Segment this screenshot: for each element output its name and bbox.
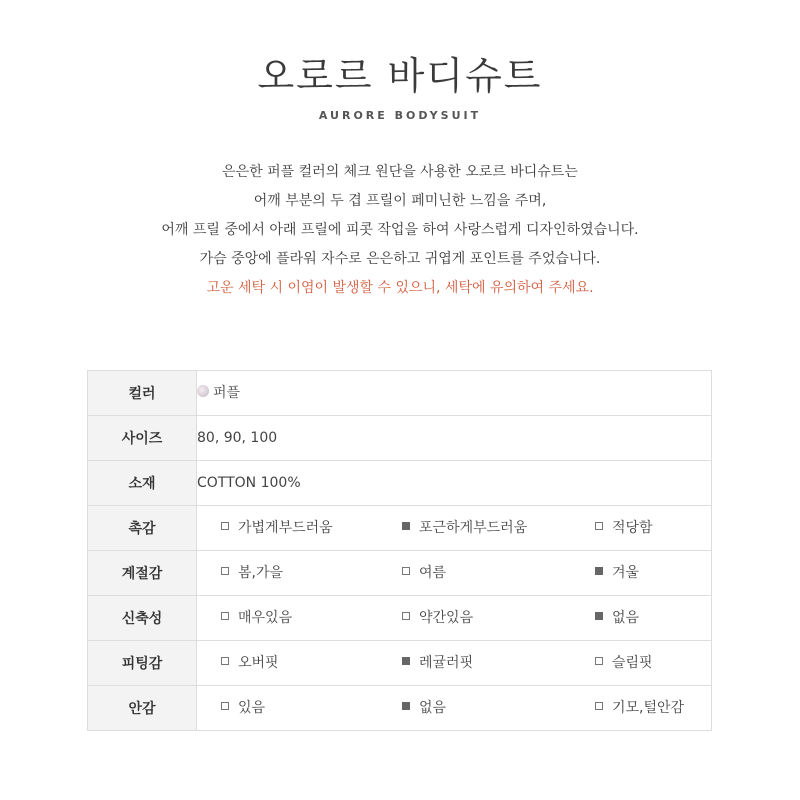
description-line: 은은한 퍼플 컬러의 체크 원단을 사용한 오로르 바디슈트는 bbox=[222, 164, 578, 180]
spec-options-cell bbox=[197, 641, 712, 686]
spec-option: 매우있음 bbox=[221, 596, 292, 640]
spec-label: 컬러 bbox=[88, 371, 197, 416]
spec-value-cell bbox=[197, 461, 712, 506]
spec-option: 봄,가을 bbox=[221, 551, 283, 595]
checkbox-unchecked-icon bbox=[595, 702, 603, 710]
checkbox-checked-icon bbox=[595, 612, 603, 620]
spec-option: 포근하게부드러움 bbox=[402, 506, 527, 550]
spec-label: 계절감 bbox=[88, 551, 197, 596]
purple-check-swatch-icon bbox=[197, 385, 209, 397]
product-description bbox=[0, 158, 800, 303]
spec-option: 레귤러핏 bbox=[402, 641, 473, 685]
wash-warning: 고운 세탁 시 이염이 발생할 수 있으니, 세탁에 유의하여 주세요. bbox=[206, 280, 594, 296]
spec-options-cell bbox=[197, 686, 712, 731]
spec-option: 있음 bbox=[221, 686, 265, 730]
spec-option: 가볍게부드러움 bbox=[221, 506, 333, 550]
spec-row-size bbox=[88, 416, 712, 461]
spec-size-value: 80, 90, 100 bbox=[197, 430, 278, 446]
checkbox-unchecked-icon bbox=[402, 567, 410, 575]
spec-options-cell bbox=[197, 551, 712, 596]
spec-value-cell bbox=[197, 371, 712, 416]
spec-label: 소재 bbox=[88, 461, 197, 506]
spec-row-lining bbox=[88, 686, 712, 731]
checkbox-checked-icon bbox=[402, 522, 410, 530]
spec-option: 없음 bbox=[595, 596, 639, 640]
checkbox-unchecked-icon bbox=[595, 657, 603, 665]
spec-option: 겨울 bbox=[595, 551, 639, 595]
spec-row-season bbox=[88, 551, 712, 596]
description-line: 가슴 중앙에 플라워 자수로 은은하고 귀엽게 포인트를 주었습니다. bbox=[199, 251, 601, 267]
spec-value-cell bbox=[197, 416, 712, 461]
description-line: 어깨 프릴 중에서 아래 프릴에 피콧 작업을 하여 사랑스럽게 디자인하였습니다. bbox=[161, 222, 639, 238]
checkbox-checked-icon bbox=[402, 657, 410, 665]
spec-option: 오버핏 bbox=[221, 641, 279, 685]
page-subtitle: AURORE BODYSUIT bbox=[318, 109, 482, 122]
checkbox-unchecked-icon bbox=[595, 522, 603, 530]
spec-label: 촉감 bbox=[88, 506, 197, 551]
description-line: 어깨 부분의 두 겹 프릴이 페미닌한 느낌을 주며, bbox=[253, 193, 547, 209]
spec-option: 없음 bbox=[402, 686, 446, 730]
spec-options-cell bbox=[197, 506, 712, 551]
spec-option: 약간있음 bbox=[402, 596, 473, 640]
spec-row-color bbox=[88, 371, 712, 416]
spec-material-value: COTTON 100% bbox=[197, 475, 301, 491]
spec-table bbox=[87, 370, 712, 731]
spec-option: 슬림핏 bbox=[595, 641, 653, 685]
spec-options-cell bbox=[197, 596, 712, 641]
spec-row-texture bbox=[88, 506, 712, 551]
checkbox-unchecked-icon bbox=[221, 522, 229, 530]
checkbox-unchecked-icon bbox=[221, 702, 229, 710]
checkbox-unchecked-icon bbox=[221, 657, 229, 665]
spec-option: 여름 bbox=[402, 551, 446, 595]
spec-label: 안감 bbox=[88, 686, 197, 731]
checkbox-unchecked-icon bbox=[221, 567, 229, 575]
spec-row-stretch bbox=[88, 596, 712, 641]
checkbox-checked-icon bbox=[595, 567, 603, 575]
spec-color-value: 퍼플 bbox=[213, 385, 241, 401]
checkbox-checked-icon bbox=[402, 702, 410, 710]
spec-row-material bbox=[88, 461, 712, 506]
spec-option: 적당함 bbox=[595, 506, 653, 550]
spec-label: 신축성 bbox=[88, 596, 197, 641]
checkbox-unchecked-icon bbox=[221, 612, 229, 620]
checkbox-unchecked-icon bbox=[402, 612, 410, 620]
spec-row-fit bbox=[88, 641, 712, 686]
spec-option: 기모,털안감 bbox=[595, 686, 684, 730]
page-title: 오로르 바디슈트 bbox=[257, 54, 543, 98]
spec-label: 피팅감 bbox=[88, 641, 197, 686]
spec-label: 사이즈 bbox=[88, 416, 197, 461]
